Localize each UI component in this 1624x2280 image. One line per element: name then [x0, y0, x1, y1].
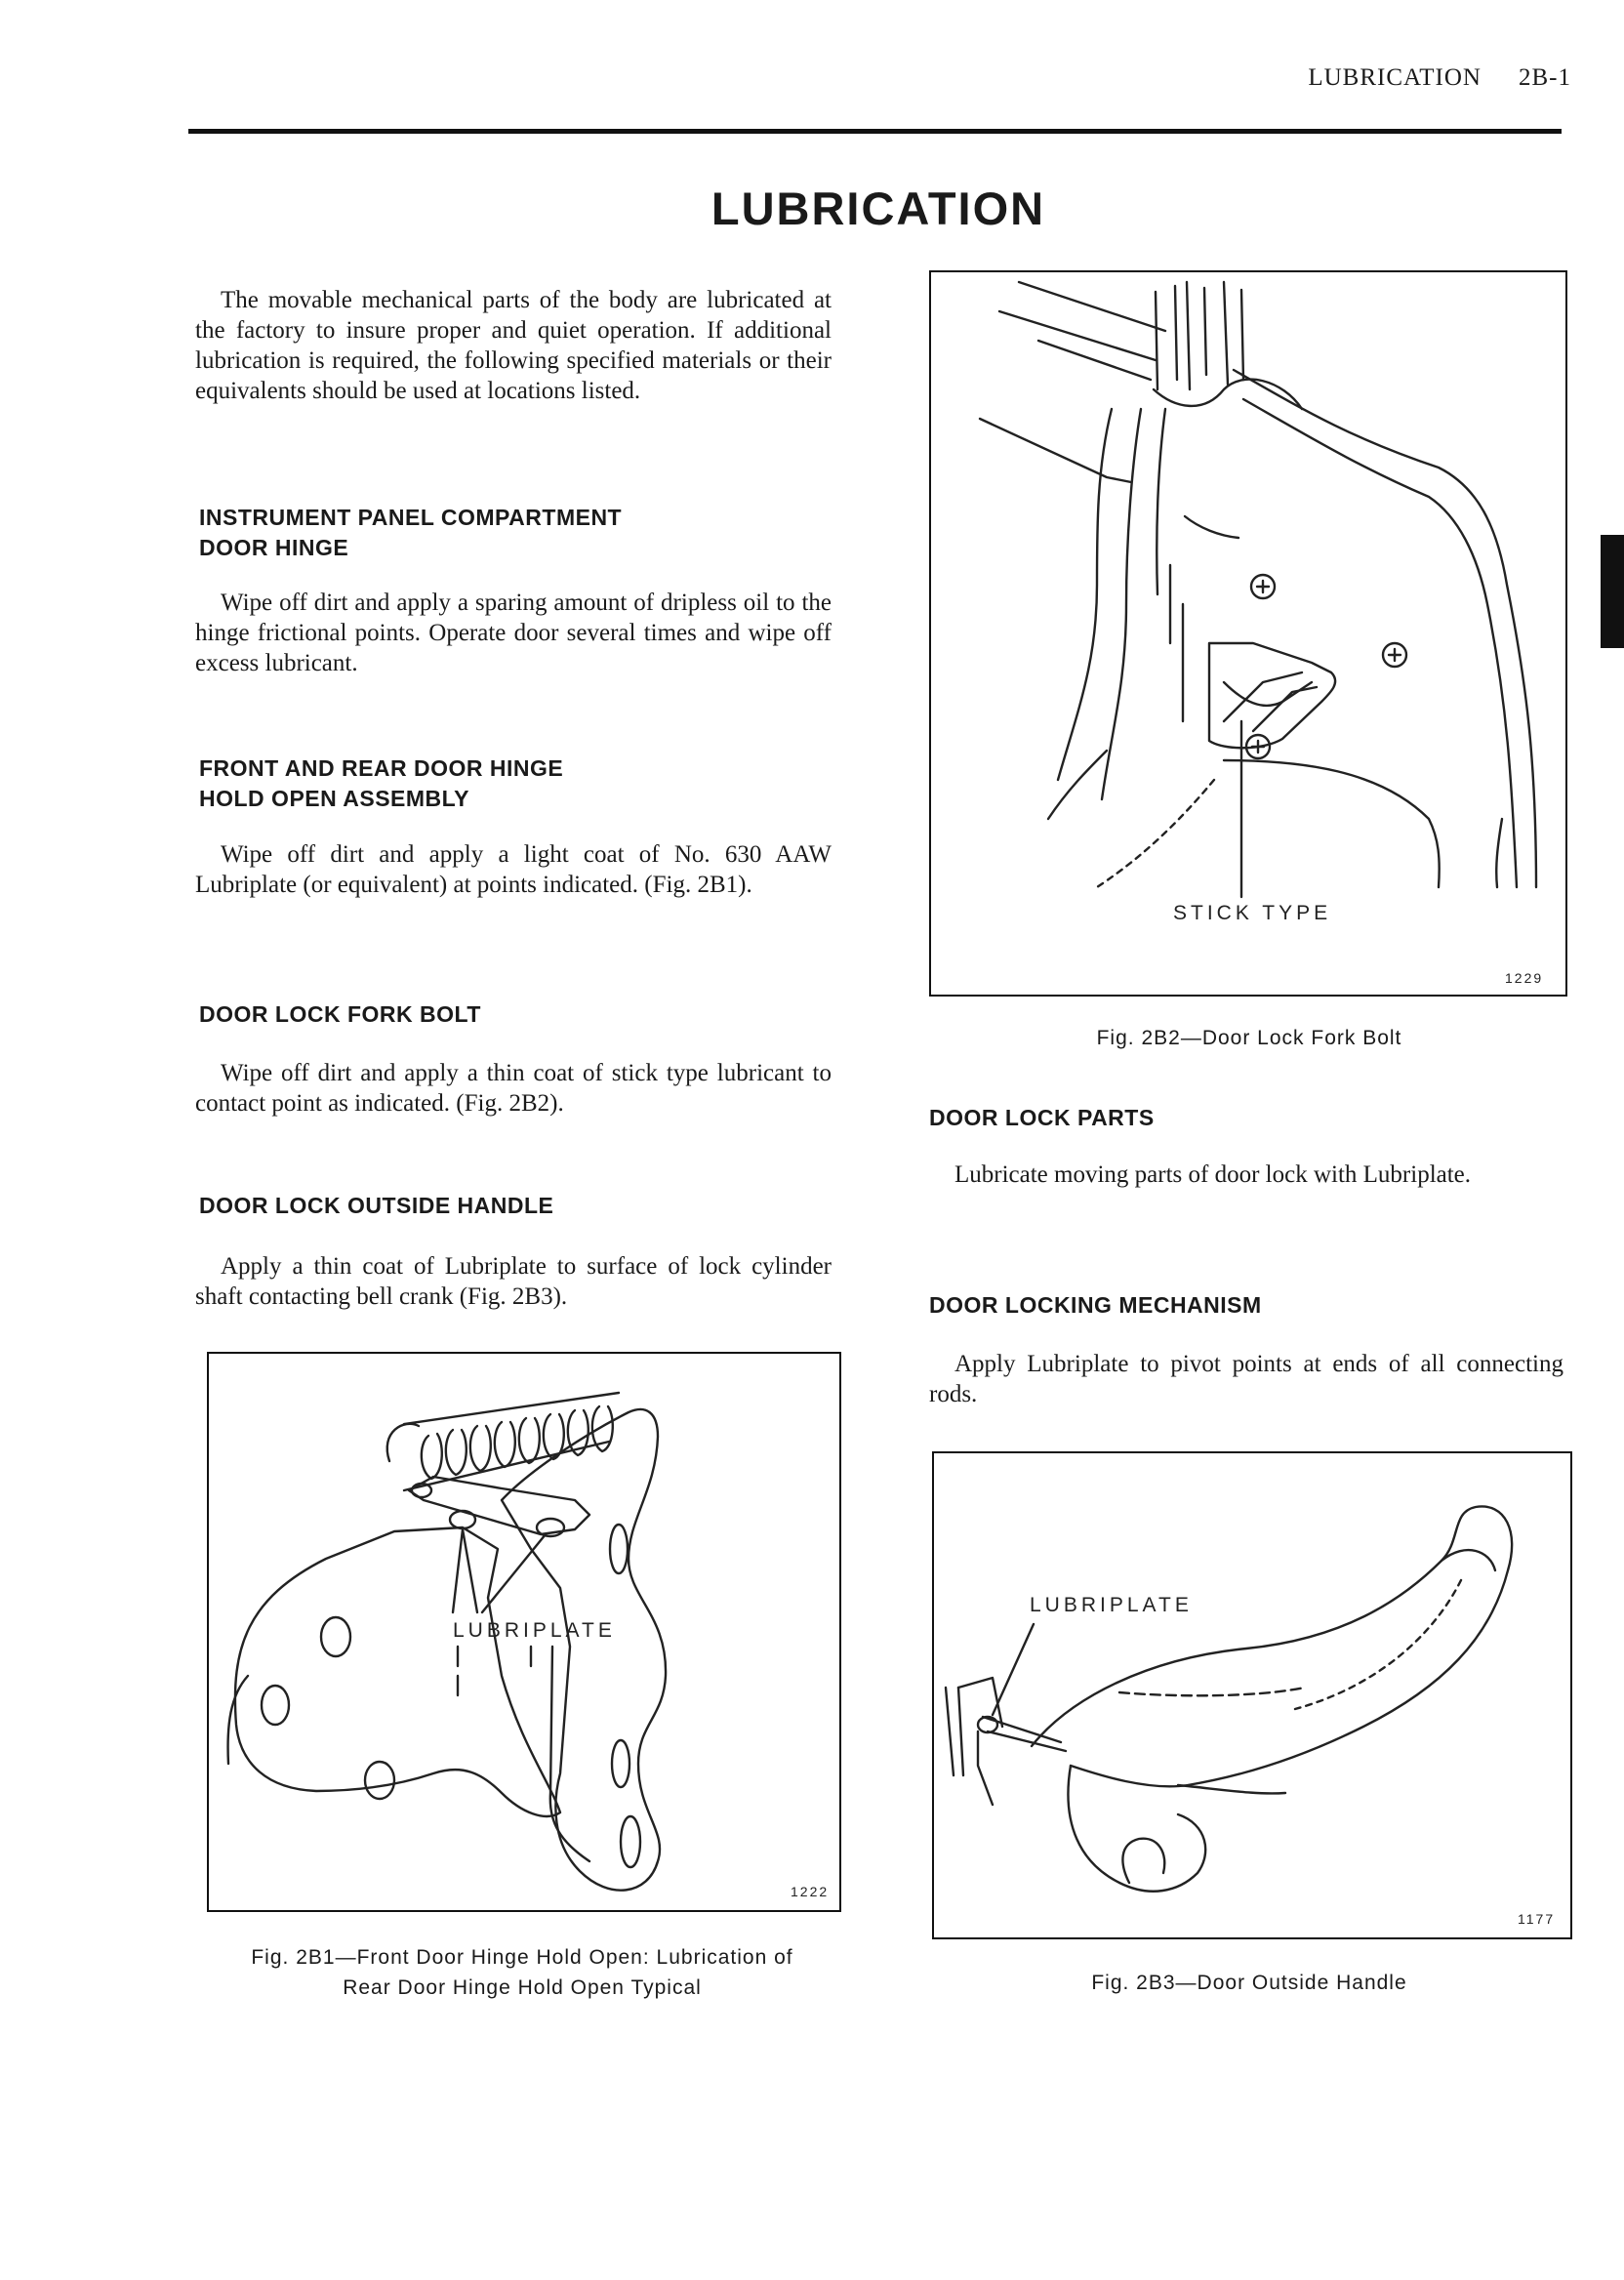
fig-2b3-caption: Fig. 2B3—Door Outside Handle	[1091, 1972, 1407, 1994]
fork-bolt-text: Wipe off dirt and apply a thin coat of stick type lubricant to contact point as indicated. (Fig. 2B2).	[195, 1060, 832, 1117]
fig-2b2-caption: Fig. 2B2—Door Lock Fork Bolt	[1096, 1027, 1402, 1049]
instrument-panel-paragraph	[195, 588, 832, 678]
outside-handle-illustration	[934, 1453, 1570, 1937]
running-head-section: LUBRICATION	[1308, 64, 1482, 91]
door-hinge-heading-line2: HOLD OPEN ASSEMBLY	[199, 786, 469, 811]
locking-mechanism-heading: DOOR LOCKING MECHANISM	[929, 1292, 1262, 1318]
fig-2b1-caption-line2: Rear Door Hinge Hold Open Typical	[343, 1976, 702, 1999]
lock-parts-heading: DOOR LOCK PARTS	[929, 1105, 1155, 1130]
fig-2b3-callout: LUBRIPLATE	[1030, 1594, 1193, 1616]
outside-handle-heading: DOOR LOCK OUTSIDE HANDLE	[199, 1193, 554, 1218]
door-hinge-heading-line1: FRONT AND REAR DOOR HINGE	[199, 755, 564, 781]
fig-2b1-caption	[195, 1942, 849, 2003]
locking-mechanism-text: Apply Lubriplate to pivot points at ends of all connecting rods.	[929, 1351, 1563, 1407]
door-hinge-paragraph	[195, 839, 832, 900]
door-hinge-text: Wipe off dirt and apply a light coat of No. 630 AAW Lubriplate (or equivalent) at points indicated. (Fig. 2B1).	[195, 841, 832, 898]
outside-handle-text: Apply a thin coat of Lubriplate to surface of lock cylinder shaft contacting bell crank (Fig. 2B3).	[195, 1253, 832, 1310]
fig-2b1-callout: LUBRIPLATE	[453, 1619, 616, 1642]
fork-bolt-paragraph	[195, 1058, 832, 1119]
intro-text: The movable mechanical parts of the body are lubricated at the factory to insure proper and quiet operation. If additional lubrication is required, the following specified materials or their equivalents should be used at locations listed.	[195, 287, 832, 404]
intro-paragraph	[195, 285, 832, 406]
running-head	[1259, 64, 1571, 92]
locking-mechanism-paragraph	[929, 1349, 1563, 1409]
instrument-panel-heading-line1: INSTRUMENT PANEL COMPARTMENT	[199, 505, 623, 530]
instrument-panel-heading	[199, 503, 622, 563]
outside-handle-paragraph	[195, 1251, 832, 1312]
header-rule	[188, 129, 1562, 134]
page-title: LUBRICATION	[710, 183, 1046, 234]
page-number: 2B-1	[1519, 64, 1571, 91]
fig-2b1-number: 1222	[791, 1884, 830, 1899]
section-thumb-tab	[1601, 535, 1624, 648]
fig-2b3-number: 1177	[1518, 1911, 1556, 1927]
fork-bolt-illustration	[931, 272, 1565, 995]
fork-bolt-heading: DOOR LOCK FORK BOLT	[199, 1001, 481, 1027]
figure-2b1-hinge	[207, 1352, 841, 1912]
fig-2b2-callout: STICK TYPE	[1173, 902, 1332, 924]
instrument-panel-text: Wipe off dirt and apply a sparing amount of dripless oil to the hinge frictional points. Operate door several times and wipe off excess lubricant.	[195, 590, 832, 676]
lock-parts-text: Lubricate moving parts of door lock with Lubriplate.	[954, 1161, 1472, 1188]
hinge-illustration	[209, 1354, 839, 1910]
door-hinge-heading	[199, 753, 563, 814]
instrument-panel-heading-line2: DOOR HINGE	[199, 535, 349, 560]
figure-2b2-fork-bolt	[929, 270, 1567, 997]
fig-2b2-number: 1229	[1505, 970, 1544, 986]
figure-2b3-outside-handle	[932, 1451, 1572, 1939]
fig-2b1-caption-line1: Fig. 2B1—Front Door Hinge Hold Open: Lubrication of	[251, 1946, 793, 1969]
lock-parts-paragraph	[929, 1160, 1563, 1190]
